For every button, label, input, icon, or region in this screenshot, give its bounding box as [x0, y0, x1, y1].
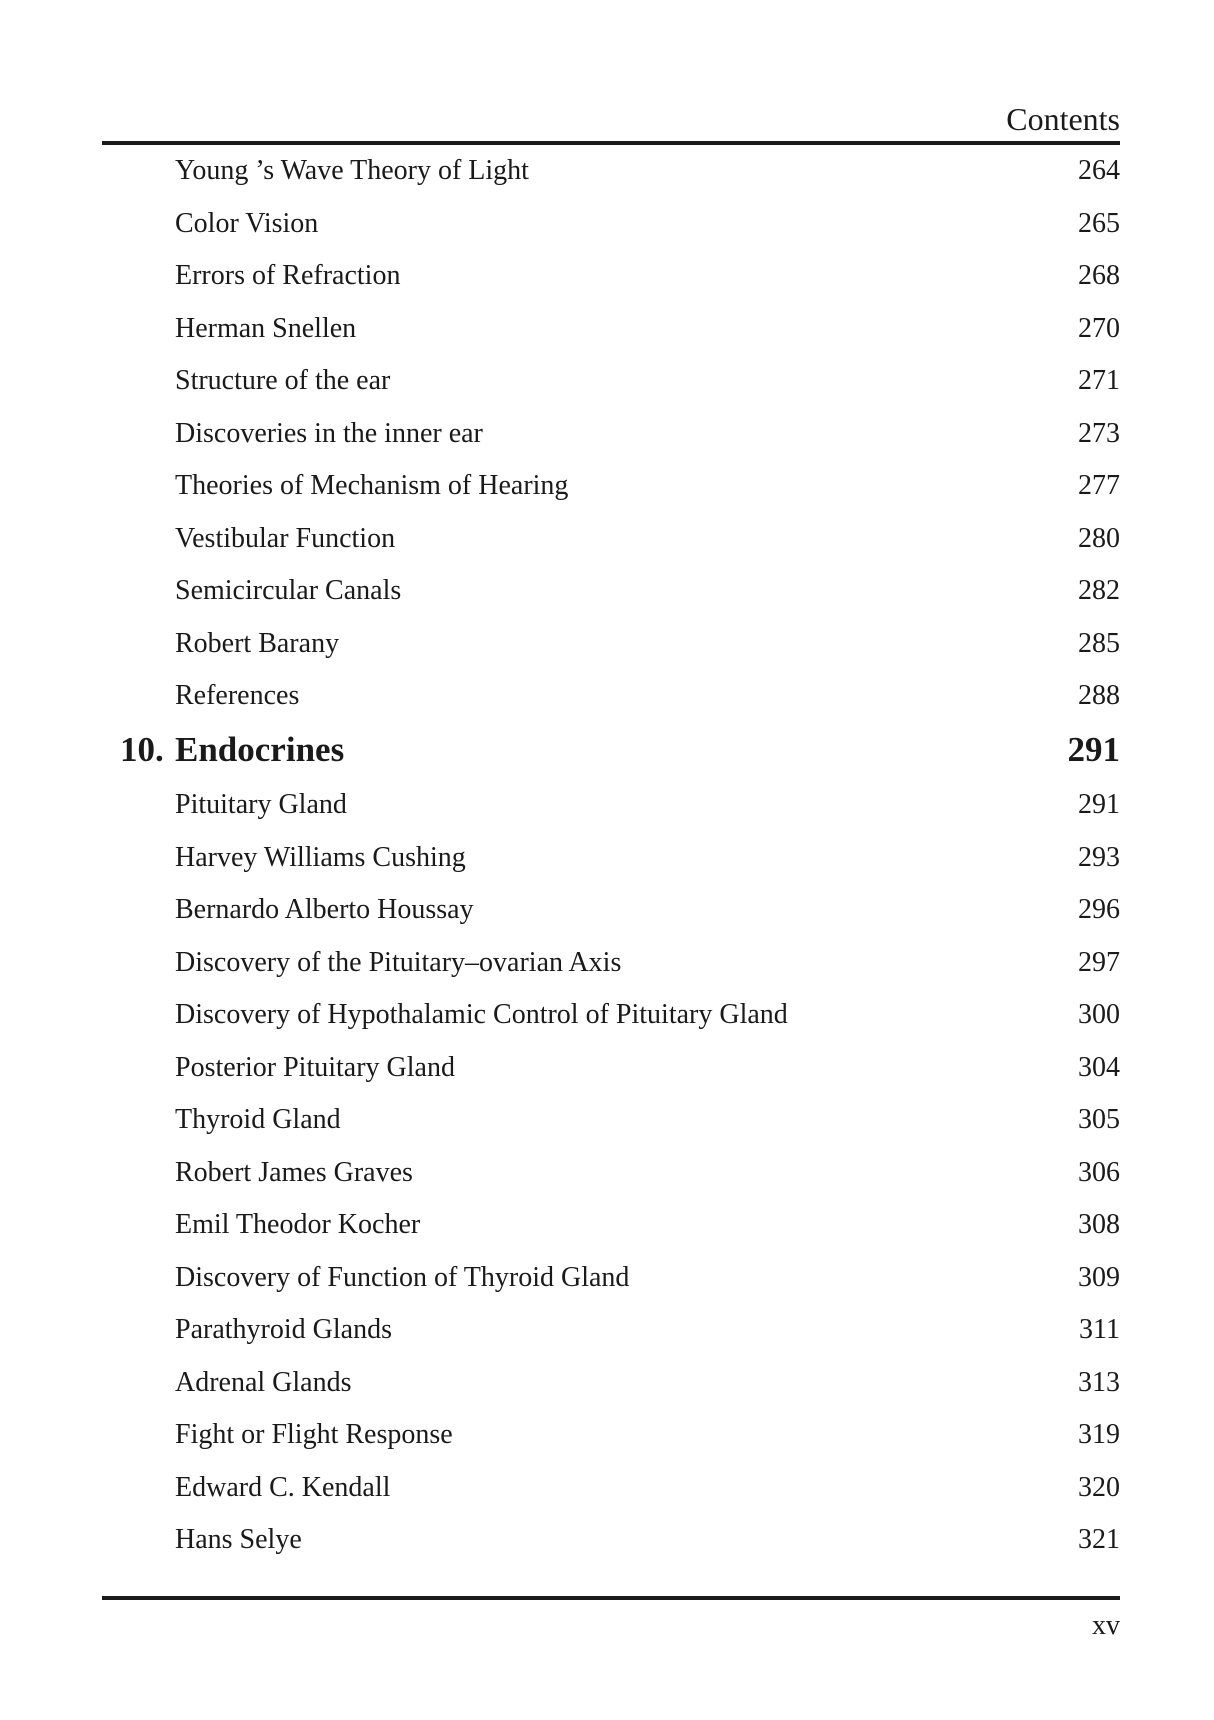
toc-entry-title: Thyroid Gland — [175, 1104, 341, 1135]
toc-entry-page-number: 288 — [1078, 680, 1120, 711]
running-title: Contents — [1006, 101, 1120, 137]
toc-entry-page-number: 280 — [1078, 522, 1120, 554]
toc-entry-page-number: 264 — [1078, 155, 1120, 186]
toc-entry — [102, 408, 1120, 461]
toc-entry — [102, 513, 1120, 566]
toc-entry-title: Color Vision — [175, 207, 319, 239]
toc-entry-title: Hans Selye — [175, 1524, 302, 1555]
toc-entry-title: Bernardo Alberto Houssay — [175, 894, 474, 925]
toc-entry — [102, 670, 1120, 723]
toc-entry-title: Emil Theodor Kocher — [175, 1209, 421, 1240]
toc-entry-title: Discovery of the Pituitary–ovarian Axis — [175, 946, 622, 978]
toc-entry-title: Semicircular Canals — [175, 575, 402, 606]
toc-entry — [102, 1042, 1120, 1095]
chapter-heading — [102, 722, 1120, 778]
chapter-page-number: 291 — [1067, 730, 1120, 769]
toc-entry-page-number: 285 — [1078, 627, 1120, 659]
toc-entry — [102, 1357, 1120, 1410]
toc-entry-title: References — [175, 680, 300, 711]
toc-entry — [102, 460, 1120, 513]
toc-entry-title: Discoveries in the inner ear — [175, 417, 483, 449]
toc-entries-before-chapter — [102, 145, 1120, 723]
toc-entry-title: Posterior Pituitary Gland — [175, 1051, 455, 1083]
toc-entry-title: Errors of Refraction — [175, 260, 401, 291]
toc-entry-page-number: 305 — [1078, 1104, 1120, 1135]
toc-entry-title: Theories of Mechanism of Hearing — [175, 470, 569, 501]
toc-entry-page-number: 306 — [1078, 1156, 1120, 1188]
toc-entry-title: Parathyroid Glands — [175, 1314, 392, 1345]
toc-entry-page-number: 282 — [1078, 575, 1120, 606]
toc-entry-page-number: 265 — [1078, 207, 1120, 239]
toc-entry-title: Vestibular Function — [175, 522, 396, 554]
toc-entry — [102, 355, 1120, 408]
toc-entry-title: Discovery of Function of Thyroid Gland — [175, 1261, 630, 1293]
toc-entry-page-number: 300 — [1078, 999, 1120, 1030]
toc-entry-title: Fight or Flight Response — [175, 1419, 453, 1450]
chapter-number: 10. — [120, 730, 164, 769]
toc-entry-title: Structure of the ear — [175, 365, 391, 396]
toc-entry-title: Robert James Graves — [175, 1156, 413, 1188]
toc-entry — [102, 618, 1120, 671]
toc-entry-page-number: 271 — [1078, 365, 1120, 396]
toc-entry-page-number: 297 — [1078, 946, 1120, 978]
toc-entry — [102, 832, 1120, 885]
toc-entry — [102, 779, 1120, 832]
toc-entry-page-number: 268 — [1078, 260, 1120, 291]
toc-entry — [102, 1514, 1120, 1567]
toc-entry-title: Robert Barany — [175, 627, 340, 659]
toc-entry-page-number: 311 — [1079, 1314, 1120, 1345]
toc-entry-page-number: 291 — [1078, 789, 1120, 820]
chapter-title: Endocrines — [175, 730, 345, 769]
toc-entry — [102, 989, 1120, 1042]
toc-entry — [102, 937, 1120, 990]
toc-entry-title: Harvey Williams Cushing — [175, 841, 466, 873]
toc-entry-page-number: 309 — [1078, 1261, 1120, 1293]
toc-entry — [102, 198, 1120, 251]
toc-entry — [102, 1199, 1120, 1252]
toc-entry-title: Discovery of Hypothalamic Control of Pituitary Gland — [175, 999, 788, 1030]
toc-entry-page-number: 308 — [1078, 1209, 1120, 1240]
toc-entry — [102, 1409, 1120, 1462]
toc-entry-title: Pituitary Gland — [175, 789, 347, 820]
toc-entry — [102, 565, 1120, 618]
toc-entry-page-number: 273 — [1078, 417, 1120, 449]
toc-entry-title: Adrenal Glands — [175, 1366, 352, 1398]
toc-entry — [102, 1147, 1120, 1200]
page-folio: xv — [1092, 1610, 1120, 1641]
toc-entry-page-number: 296 — [1078, 894, 1120, 925]
toc-entry-page-number: 270 — [1078, 312, 1120, 344]
toc-entry-page-number: 277 — [1078, 470, 1120, 501]
toc-entry — [102, 250, 1120, 303]
toc-entry — [102, 1252, 1120, 1305]
toc-entry-title: Herman Snellen — [175, 312, 357, 344]
toc-entry-title: Edward C. Kendall — [175, 1471, 391, 1503]
footer-rule — [102, 1596, 1120, 1600]
toc-entry — [102, 303, 1120, 356]
page-header — [102, 96, 1120, 142]
toc-entry-page-number: 313 — [1078, 1366, 1120, 1398]
toc-entry — [102, 1094, 1120, 1147]
toc-entries-after-chapter — [102, 779, 1120, 1567]
toc-entry — [102, 1462, 1120, 1515]
toc-entry — [102, 145, 1120, 198]
toc-entry — [102, 1304, 1120, 1357]
toc-entry-page-number: 304 — [1078, 1051, 1120, 1083]
toc-entry-title: Young ’s Wave Theory of Light — [175, 155, 529, 186]
toc-entry-page-number: 321 — [1078, 1524, 1120, 1555]
toc-entry-page-number: 319 — [1078, 1419, 1120, 1450]
toc-entry — [102, 884, 1120, 937]
toc-entry-page-number: 293 — [1078, 841, 1120, 873]
toc-entry-page-number: 320 — [1078, 1471, 1120, 1503]
